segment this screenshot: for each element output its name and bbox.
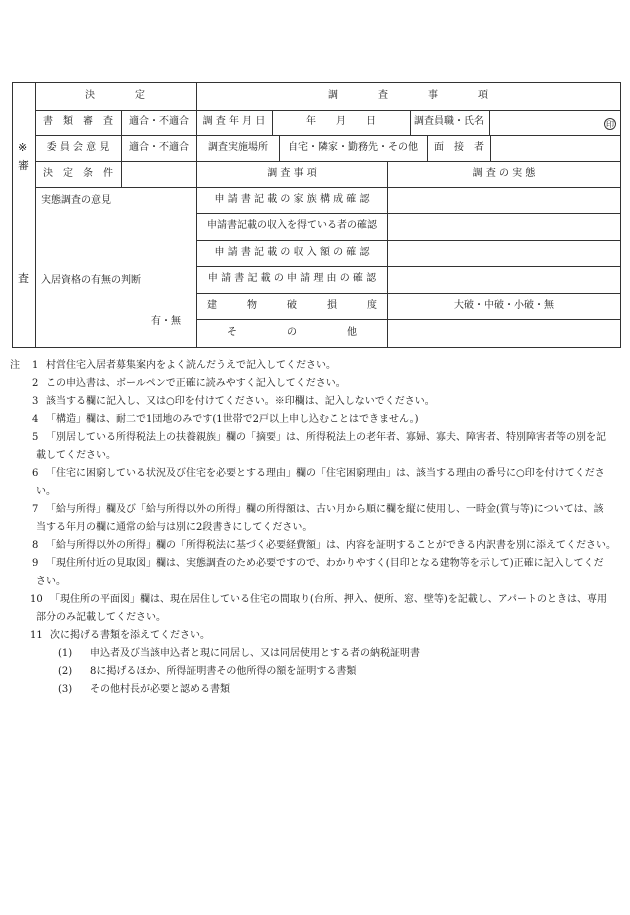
- grid-line: [489, 110, 490, 135]
- note-text-continued: さい。: [36, 576, 66, 587]
- sub-note-text: 8に掲げるほか、所得証明書その他所得の額を証明する書類: [90, 666, 357, 677]
- committee-label: 委 員 会 意 見: [46, 142, 110, 153]
- grid-line: [35, 110, 620, 111]
- sub-note-number: (2): [58, 666, 73, 677]
- side-mark: ※: [18, 141, 28, 154]
- note-text: この申込書は、ボールペンで正確に読みやすく記入してください。: [46, 378, 346, 389]
- grid-line: [490, 135, 491, 161]
- note-number: 5: [32, 432, 39, 443]
- grid-line: [196, 266, 620, 267]
- grid-line: [196, 319, 620, 320]
- note-number: 1: [32, 360, 39, 371]
- notes-label: 注: [10, 360, 20, 371]
- grid-line: [410, 110, 411, 135]
- grid-line: [196, 293, 620, 294]
- note-3: [10, 393, 622, 411]
- survey-items-header: 調 査 事 項: [267, 168, 317, 179]
- check-item: 申 請 書 記 載 の 家 族 構 成 確 認: [214, 194, 370, 205]
- note-1: [10, 357, 622, 375]
- check-item: そ の 他: [227, 327, 357, 338]
- damage-options: 大破・中破・小破・無: [454, 300, 554, 311]
- grid-line: [35, 135, 620, 136]
- survey-facts-header: 調 査 の 実 態: [472, 168, 536, 179]
- check-item: 申請書記載の収入を得ている者の確認: [207, 220, 377, 231]
- grid-line: [35, 83, 36, 347]
- sub-note-1: [10, 645, 622, 663]
- survey-place-label: 調査実施場所: [208, 142, 268, 153]
- note-text-continued: 当する年月の欄に通常の給与は別に2段書きにしてください。: [36, 522, 313, 533]
- side-label-shin: 審: [18, 159, 29, 172]
- grid-line: [279, 135, 280, 161]
- officer-label: 調査員職・氏名: [414, 116, 484, 127]
- doc-review-suitability: 適合・不適合: [129, 116, 189, 127]
- doc-review-label: 書 類 審 査: [43, 116, 113, 127]
- note-9: [10, 555, 622, 591]
- note-number: 8: [32, 540, 39, 551]
- sub-note-number: (3): [58, 684, 73, 695]
- sub-note-text: その他村長が必要と認める書類: [90, 684, 230, 695]
- note-number: 11: [30, 630, 43, 641]
- note-4: [10, 411, 622, 429]
- note-text-continued: い。: [36, 486, 56, 497]
- survey-date-label: 調 査 年 月 日: [202, 116, 266, 127]
- header-decision: 決 定: [85, 90, 145, 101]
- note-text: 「給与所得」欄及び「給与所得以外の所得」欄の所得額は、古い月から順に欄を縦に使用し、一時金(賞与等)については、該: [46, 504, 604, 515]
- note-text: 該当する欄に記入し、又は○印を付けてください。※印欄は、記入しないでください。: [46, 396, 435, 407]
- sub-note-3: [10, 681, 622, 699]
- note-number: 6: [32, 468, 39, 479]
- note-number: 3: [32, 396, 39, 407]
- grid-line: [35, 187, 620, 188]
- committee-suitability: 適合・不適合: [129, 142, 189, 153]
- grid-line: [196, 213, 620, 214]
- note-number: 7: [32, 504, 39, 515]
- sub-note-text: 申込者及び当該申込者と現に同居し、又は同居使用とする者の納税証明書: [90, 648, 420, 659]
- grid-line: [35, 161, 620, 162]
- survey-opinion-label: 実態調査の意見: [41, 195, 111, 206]
- note-2: [10, 375, 622, 393]
- note-number: 10: [30, 594, 43, 605]
- check-item: 建 物 破 損 度: [207, 300, 377, 311]
- seal-mark: 印: [606, 120, 614, 129]
- sub-note-2: [10, 663, 622, 681]
- note-text: 村営住宅入居者募集案内をよく読んだうえで記入してください。: [46, 360, 336, 371]
- note-text-continued: 載してください。: [36, 450, 116, 461]
- note-6: [10, 465, 622, 501]
- note-text: 「現住所の平面図」欄は、現在居住している住宅の間取り(台所、押入、便所、窓、壁等)を記載し、アパートのときは、専用: [50, 594, 608, 605]
- interviewer-label: 面 接 者: [434, 142, 484, 153]
- note-number: 2: [32, 378, 39, 389]
- note-5: [10, 429, 622, 465]
- survey-place-options: 自宅・隣家・勤務先・その他: [288, 142, 418, 153]
- note-text: 「現住所付近の見取図」欄は、実態調査のため必要ですので、わかりやすく(目印となる建物等を示して)正確に記入してくだ: [46, 558, 604, 569]
- note-10: [10, 591, 622, 627]
- note-7: [10, 501, 622, 537]
- review-form-table: [12, 82, 621, 348]
- conditions-label: 決 定 条 件: [43, 168, 113, 179]
- sub-note-number: (1): [58, 648, 73, 659]
- note-number: 4: [32, 414, 39, 425]
- grid-line: [272, 110, 273, 135]
- qualification-yes-no: 有・無: [151, 316, 181, 327]
- note-text: 「給与所得以外の所得」欄の「所得税法に基づく必要経費額」は、内容を証明することができる内訳書を別に添えてください。: [46, 540, 616, 551]
- note-text: 「別居している所得税法上の扶養親族」欄の「摘要」は、所得税法上の老年者、寡婦、寡夫、障害者、特別障害者等の別を記: [46, 432, 606, 443]
- header-investigation: 調 査 事 項: [328, 90, 488, 101]
- survey-date-value: 年 月 日: [306, 116, 376, 127]
- note-text: 「構造」欄は、耐二で1団地のみです(1世帯で2戸以上申し込むことはできません。): [46, 414, 419, 425]
- grid-line: [196, 83, 197, 347]
- grid-line: [121, 110, 122, 187]
- note-text-continued: 部分のみ記載してください。: [36, 612, 166, 623]
- grid-line: [427, 135, 428, 161]
- side-label-sa: 査: [18, 272, 29, 285]
- notes-section: [10, 357, 622, 699]
- check-item: 申 請 書 記 載 の 申 請 理 由 の 確 認: [207, 273, 377, 284]
- note-number: 9: [32, 558, 39, 569]
- check-item: 申 請 書 記 載 の 収 入 額 の 確 認: [214, 247, 370, 258]
- note-11: [10, 627, 622, 645]
- qualification-label: 入居資格の有無の判断: [41, 275, 141, 286]
- note-text: 次に掲げる書類を添えてください。: [50, 630, 210, 641]
- note-text: 「住宅に困窮している状況及び住宅を必要とする理由」欄の「住宅困窮理由」は、該当する理由の番号に○印を付けてくださ: [46, 468, 605, 479]
- grid-line: [196, 240, 620, 241]
- note-8: [10, 537, 622, 555]
